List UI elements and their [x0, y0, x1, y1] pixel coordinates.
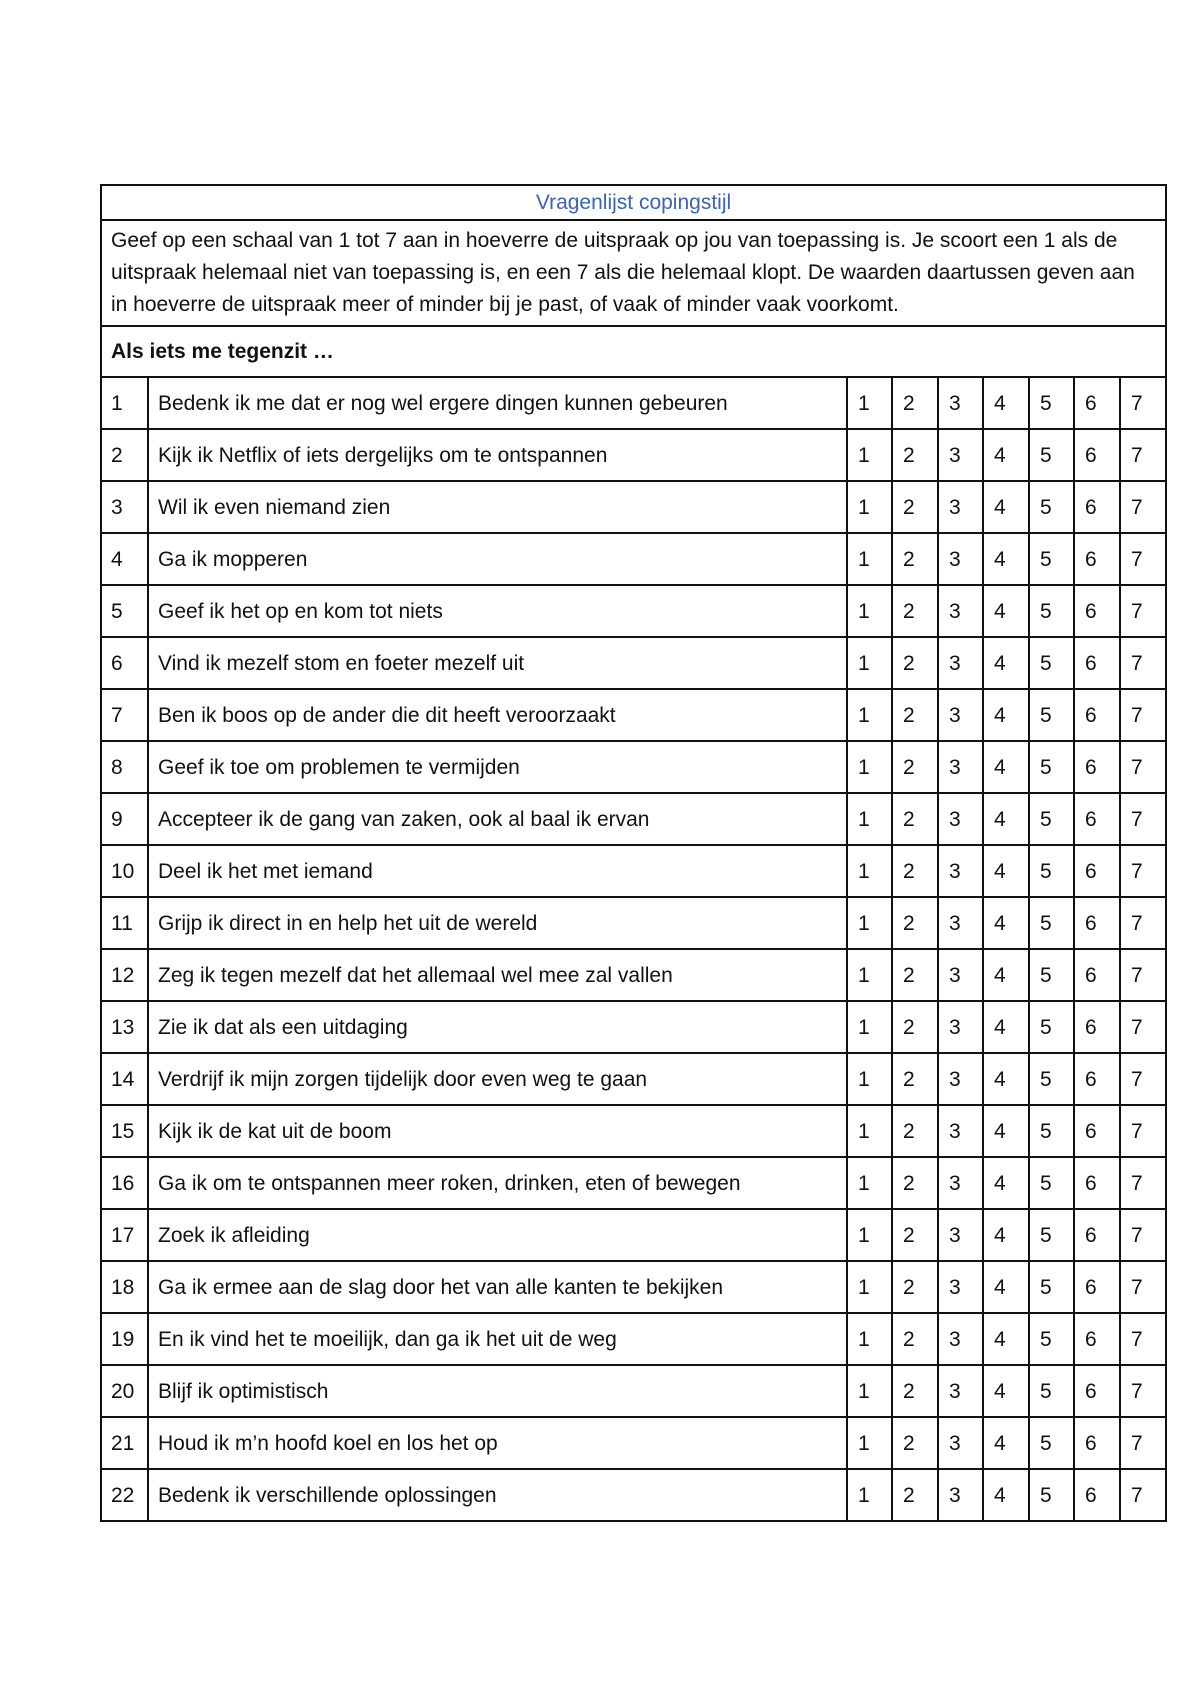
score-option-4[interactable]: 4 [983, 377, 1029, 429]
score-option-2[interactable]: 2 [892, 429, 938, 481]
score-option-4[interactable]: 4 [983, 845, 1029, 897]
score-option-6[interactable]: 6 [1074, 585, 1120, 637]
score-option-5[interactable]: 5 [1029, 1157, 1074, 1209]
score-option-1[interactable]: 1 [847, 1105, 892, 1157]
item-number: 19 [101, 1313, 148, 1365]
score-option-5[interactable]: 5 [1029, 377, 1074, 429]
score-option-5[interactable]: 5 [1029, 533, 1074, 585]
score-option-1[interactable]: 1 [847, 585, 892, 637]
score-option-1[interactable]: 1 [847, 1313, 892, 1365]
score-option-3[interactable]: 3 [938, 1105, 983, 1157]
item-statement: Bedenk ik me dat er nog wel ergere dingen kunnen gebeuren [148, 377, 847, 429]
item-statement: Geef ik het op en kom tot niets [148, 585, 847, 637]
item-number: 3 [101, 481, 148, 533]
score-option-5[interactable]: 5 [1029, 429, 1074, 481]
score-option-6[interactable]: 6 [1074, 1053, 1120, 1105]
item-number: 1 [101, 377, 148, 429]
score-option-3[interactable]: 3 [938, 689, 983, 741]
score-option-6[interactable]: 6 [1074, 429, 1120, 481]
score-option-2[interactable]: 2 [892, 533, 938, 585]
score-option-7[interactable]: 7 [1120, 897, 1166, 949]
table-row [101, 689, 1166, 741]
score-option-2[interactable]: 2 [892, 793, 938, 845]
score-option-1[interactable]: 1 [847, 1365, 892, 1417]
score-option-1[interactable]: 1 [847, 845, 892, 897]
instructions-text: Geef op een schaal van 1 tot 7 aan in hoeverre de uitspraak op jou van toepassing is. Je scoort een 1 als de uitspraak helemaal niet van toepassing is, en een 7 als die helemaal klopt. De waarden daartussen geven aan in hoeverre de uitspraak meer of minder bij je past, of vaak of minder vaak voorkomt. [101, 220, 1166, 326]
score-option-3[interactable]: 3 [938, 1365, 983, 1417]
score-option-5[interactable]: 5 [1029, 1469, 1074, 1521]
score-option-7[interactable]: 7 [1120, 377, 1166, 429]
score-option-1[interactable]: 1 [847, 429, 892, 481]
score-option-3[interactable]: 3 [938, 481, 983, 533]
score-option-7[interactable]: 7 [1120, 1417, 1166, 1469]
score-option-6[interactable]: 6 [1074, 377, 1120, 429]
score-option-3[interactable]: 3 [938, 1157, 983, 1209]
score-option-5[interactable]: 5 [1029, 1313, 1074, 1365]
score-option-4[interactable]: 4 [983, 533, 1029, 585]
table-row [101, 949, 1166, 1001]
score-option-5[interactable]: 5 [1029, 1105, 1074, 1157]
score-option-1[interactable]: 1 [847, 1001, 892, 1053]
score-option-6[interactable]: 6 [1074, 481, 1120, 533]
score-option-7[interactable]: 7 [1120, 1365, 1166, 1417]
score-option-2[interactable]: 2 [892, 1157, 938, 1209]
score-option-1[interactable]: 1 [847, 637, 892, 689]
subheading-row [101, 326, 1166, 377]
item-statement: Blijf ik optimistisch [148, 1365, 847, 1417]
score-option-6[interactable]: 6 [1074, 637, 1120, 689]
score-option-5[interactable]: 5 [1029, 689, 1074, 741]
score-option-4[interactable]: 4 [983, 1261, 1029, 1313]
score-option-3[interactable]: 3 [938, 533, 983, 585]
item-number: 20 [101, 1365, 148, 1417]
score-option-4[interactable]: 4 [983, 1209, 1029, 1261]
table-row [101, 1365, 1166, 1417]
score-option-6[interactable]: 6 [1074, 1001, 1120, 1053]
score-option-5[interactable]: 5 [1029, 1053, 1074, 1105]
item-statement: Zoek ik afleiding [148, 1209, 847, 1261]
item-statement: Vind ik mezelf stom en foeter mezelf uit [148, 637, 847, 689]
score-option-3[interactable]: 3 [938, 1417, 983, 1469]
score-option-2[interactable]: 2 [892, 897, 938, 949]
score-option-2[interactable]: 2 [892, 1313, 938, 1365]
section-subheading: Als iets me tegenzit … [101, 326, 1166, 377]
score-option-2[interactable]: 2 [892, 1001, 938, 1053]
score-option-7[interactable]: 7 [1120, 637, 1166, 689]
score-option-1[interactable]: 1 [847, 897, 892, 949]
item-number: 10 [101, 845, 148, 897]
item-number: 6 [101, 637, 148, 689]
score-option-6[interactable]: 6 [1074, 949, 1120, 1001]
item-statement: Zie ik dat als een uitdaging [148, 1001, 847, 1053]
item-statement: Accepteer ik de gang van zaken, ook al baal ik ervan [148, 793, 847, 845]
item-number: 18 [101, 1261, 148, 1313]
score-option-2[interactable]: 2 [892, 949, 938, 1001]
score-option-2[interactable]: 2 [892, 845, 938, 897]
score-option-4[interactable]: 4 [983, 793, 1029, 845]
score-option-6[interactable]: 6 [1074, 1365, 1120, 1417]
item-number: 7 [101, 689, 148, 741]
score-option-5[interactable]: 5 [1029, 897, 1074, 949]
score-option-1[interactable]: 1 [847, 1417, 892, 1469]
score-option-4[interactable]: 4 [983, 741, 1029, 793]
item-statement: Ga ik om te ontspannen meer roken, drinken, eten of bewegen [148, 1157, 847, 1209]
score-option-1[interactable]: 1 [847, 689, 892, 741]
table-row [101, 897, 1166, 949]
score-option-3[interactable]: 3 [938, 429, 983, 481]
item-statement: Grijp ik direct in en help het uit de wereld [148, 897, 847, 949]
score-option-1[interactable]: 1 [847, 793, 892, 845]
score-option-3[interactable]: 3 [938, 1209, 983, 1261]
score-option-5[interactable]: 5 [1029, 1365, 1074, 1417]
table-row [101, 637, 1166, 689]
item-number: 12 [101, 949, 148, 1001]
score-option-6[interactable]: 6 [1074, 741, 1120, 793]
item-statement: Kijk ik de kat uit de boom [148, 1105, 847, 1157]
score-option-1[interactable]: 1 [847, 481, 892, 533]
score-option-5[interactable]: 5 [1029, 741, 1074, 793]
score-option-5[interactable]: 5 [1029, 1001, 1074, 1053]
score-option-6[interactable]: 6 [1074, 793, 1120, 845]
score-option-7[interactable]: 7 [1120, 481, 1166, 533]
score-option-1[interactable]: 1 [847, 741, 892, 793]
score-option-1[interactable]: 1 [847, 1209, 892, 1261]
score-option-5[interactable]: 5 [1029, 1261, 1074, 1313]
score-option-6[interactable]: 6 [1074, 533, 1120, 585]
item-statement: Ben ik boos op de ander die dit heeft veroorzaakt [148, 689, 847, 741]
score-option-4[interactable]: 4 [983, 1001, 1029, 1053]
table-row [101, 1313, 1166, 1365]
score-option-3[interactable]: 3 [938, 897, 983, 949]
score-option-2[interactable]: 2 [892, 1417, 938, 1469]
table-row [101, 429, 1166, 481]
score-option-4[interactable]: 4 [983, 1313, 1029, 1365]
score-option-3[interactable]: 3 [938, 845, 983, 897]
score-option-7[interactable]: 7 [1120, 1313, 1166, 1365]
score-option-6[interactable]: 6 [1074, 845, 1120, 897]
score-option-4[interactable]: 4 [983, 1469, 1029, 1521]
score-option-4[interactable]: 4 [983, 897, 1029, 949]
score-option-1[interactable]: 1 [847, 377, 892, 429]
score-option-7[interactable]: 7 [1120, 1001, 1166, 1053]
score-option-7[interactable]: 7 [1120, 533, 1166, 585]
score-option-3[interactable]: 3 [938, 1261, 983, 1313]
item-statement: Geef ik toe om problemen te vermijden [148, 741, 847, 793]
item-statement: Zeg ik tegen mezelf dat het allemaal wel mee zal vallen [148, 949, 847, 1001]
item-number: 16 [101, 1157, 148, 1209]
score-option-4[interactable]: 4 [983, 949, 1029, 1001]
score-option-5[interactable]: 5 [1029, 1417, 1074, 1469]
score-option-7[interactable]: 7 [1120, 1157, 1166, 1209]
score-option-1[interactable]: 1 [847, 949, 892, 1001]
score-option-3[interactable]: 3 [938, 741, 983, 793]
item-number: 15 [101, 1105, 148, 1157]
score-option-1[interactable]: 1 [847, 1469, 892, 1521]
score-option-5[interactable]: 5 [1029, 637, 1074, 689]
score-option-6[interactable]: 6 [1074, 897, 1120, 949]
score-option-6[interactable]: 6 [1074, 1157, 1120, 1209]
score-option-7[interactable]: 7 [1120, 585, 1166, 637]
score-option-7[interactable]: 7 [1120, 1261, 1166, 1313]
item-number: 4 [101, 533, 148, 585]
item-statement: Kijk ik Netflix of iets dergelijks om te ontspannen [148, 429, 847, 481]
score-option-3[interactable]: 3 [938, 793, 983, 845]
score-option-3[interactable]: 3 [938, 585, 983, 637]
score-option-7[interactable]: 7 [1120, 741, 1166, 793]
score-option-7[interactable]: 7 [1120, 1209, 1166, 1261]
score-option-4[interactable]: 4 [983, 481, 1029, 533]
item-number: 13 [101, 1001, 148, 1053]
score-option-1[interactable]: 1 [847, 1053, 892, 1105]
score-option-1[interactable]: 1 [847, 1261, 892, 1313]
questionnaire-table [100, 184, 1167, 1522]
score-option-7[interactable]: 7 [1120, 949, 1166, 1001]
item-statement: Bedenk ik verschillende oplossingen [148, 1469, 847, 1521]
score-option-7[interactable]: 7 [1120, 1053, 1166, 1105]
score-option-5[interactable]: 5 [1029, 949, 1074, 1001]
title-row [101, 185, 1166, 220]
score-option-7[interactable]: 7 [1120, 845, 1166, 897]
item-number: 9 [101, 793, 148, 845]
item-statement: Ga ik mopperen [148, 533, 847, 585]
score-option-2[interactable]: 2 [892, 689, 938, 741]
score-option-6[interactable]: 6 [1074, 1313, 1120, 1365]
score-option-3[interactable]: 3 [938, 637, 983, 689]
score-option-4[interactable]: 4 [983, 689, 1029, 741]
score-option-6[interactable]: 6 [1074, 1417, 1120, 1469]
score-option-2[interactable]: 2 [892, 1469, 938, 1521]
score-option-2[interactable]: 2 [892, 637, 938, 689]
table-row [101, 377, 1166, 429]
score-option-5[interactable]: 5 [1029, 585, 1074, 637]
table-row [101, 1053, 1166, 1105]
item-number: 5 [101, 585, 148, 637]
item-statement: Wil ik even niemand zien [148, 481, 847, 533]
score-option-2[interactable]: 2 [892, 585, 938, 637]
score-option-1[interactable]: 1 [847, 533, 892, 585]
item-number: 2 [101, 429, 148, 481]
item-number: 8 [101, 741, 148, 793]
item-statement: Deel ik het met iemand [148, 845, 847, 897]
score-option-4[interactable]: 4 [983, 585, 1029, 637]
score-option-4[interactable]: 4 [983, 1105, 1029, 1157]
item-number: 11 [101, 897, 148, 949]
score-option-2[interactable]: 2 [892, 1261, 938, 1313]
score-option-5[interactable]: 5 [1029, 1209, 1074, 1261]
score-option-7[interactable]: 7 [1120, 1469, 1166, 1521]
item-statement: Verdrijf ik mijn zorgen tijdelijk door even weg te gaan [148, 1053, 847, 1105]
score-option-7[interactable]: 7 [1120, 1105, 1166, 1157]
table-row [101, 845, 1166, 897]
table-row [101, 585, 1166, 637]
score-option-4[interactable]: 4 [983, 1053, 1029, 1105]
score-option-6[interactable]: 6 [1074, 1469, 1120, 1521]
score-option-2[interactable]: 2 [892, 741, 938, 793]
score-option-5[interactable]: 5 [1029, 845, 1074, 897]
score-option-3[interactable]: 3 [938, 1001, 983, 1053]
table-row [101, 1469, 1166, 1521]
score-option-4[interactable]: 4 [983, 637, 1029, 689]
score-option-6[interactable]: 6 [1074, 1261, 1120, 1313]
score-option-4[interactable]: 4 [983, 1157, 1029, 1209]
score-option-2[interactable]: 2 [892, 481, 938, 533]
page-title: Vragenlijst copingstijl [101, 185, 1166, 220]
item-number: 22 [101, 1469, 148, 1521]
score-option-3[interactable]: 3 [938, 1469, 983, 1521]
item-number: 21 [101, 1417, 148, 1469]
score-option-2[interactable]: 2 [892, 1105, 938, 1157]
intro-row [101, 220, 1166, 326]
table-row [101, 741, 1166, 793]
table-row [101, 1105, 1166, 1157]
score-option-6[interactable]: 6 [1074, 689, 1120, 741]
score-option-6[interactable]: 6 [1074, 1105, 1120, 1157]
item-statement: Ga ik ermee aan de slag door het van alle kanten te bekijken [148, 1261, 847, 1313]
item-statement: En ik vind het te moeilijk, dan ga ik het uit de weg [148, 1313, 847, 1365]
score-option-7[interactable]: 7 [1120, 429, 1166, 481]
score-option-5[interactable]: 5 [1029, 793, 1074, 845]
score-option-2[interactable]: 2 [892, 1053, 938, 1105]
score-option-6[interactable]: 6 [1074, 1209, 1120, 1261]
score-option-5[interactable]: 5 [1029, 481, 1074, 533]
score-option-3[interactable]: 3 [938, 1053, 983, 1105]
table-row [101, 1261, 1166, 1313]
table-row [101, 1157, 1166, 1209]
score-option-2[interactable]: 2 [892, 1365, 938, 1417]
score-option-2[interactable]: 2 [892, 1209, 938, 1261]
score-option-1[interactable]: 1 [847, 1157, 892, 1209]
table-row [101, 481, 1166, 533]
table-row [101, 793, 1166, 845]
score-option-7[interactable]: 7 [1120, 689, 1166, 741]
score-option-7[interactable]: 7 [1120, 793, 1166, 845]
table-row [101, 1209, 1166, 1261]
table-row [101, 1001, 1166, 1053]
score-option-4[interactable]: 4 [983, 1365, 1029, 1417]
item-number: 14 [101, 1053, 148, 1105]
score-option-4[interactable]: 4 [983, 429, 1029, 481]
score-option-3[interactable]: 3 [938, 377, 983, 429]
item-statement: Houd ik m’n hoofd koel en los het op [148, 1417, 847, 1469]
score-option-3[interactable]: 3 [938, 949, 983, 1001]
table-row [101, 1417, 1166, 1469]
score-option-2[interactable]: 2 [892, 377, 938, 429]
item-number: 17 [101, 1209, 148, 1261]
score-option-3[interactable]: 3 [938, 1313, 983, 1365]
table-row [101, 533, 1166, 585]
score-option-4[interactable]: 4 [983, 1417, 1029, 1469]
